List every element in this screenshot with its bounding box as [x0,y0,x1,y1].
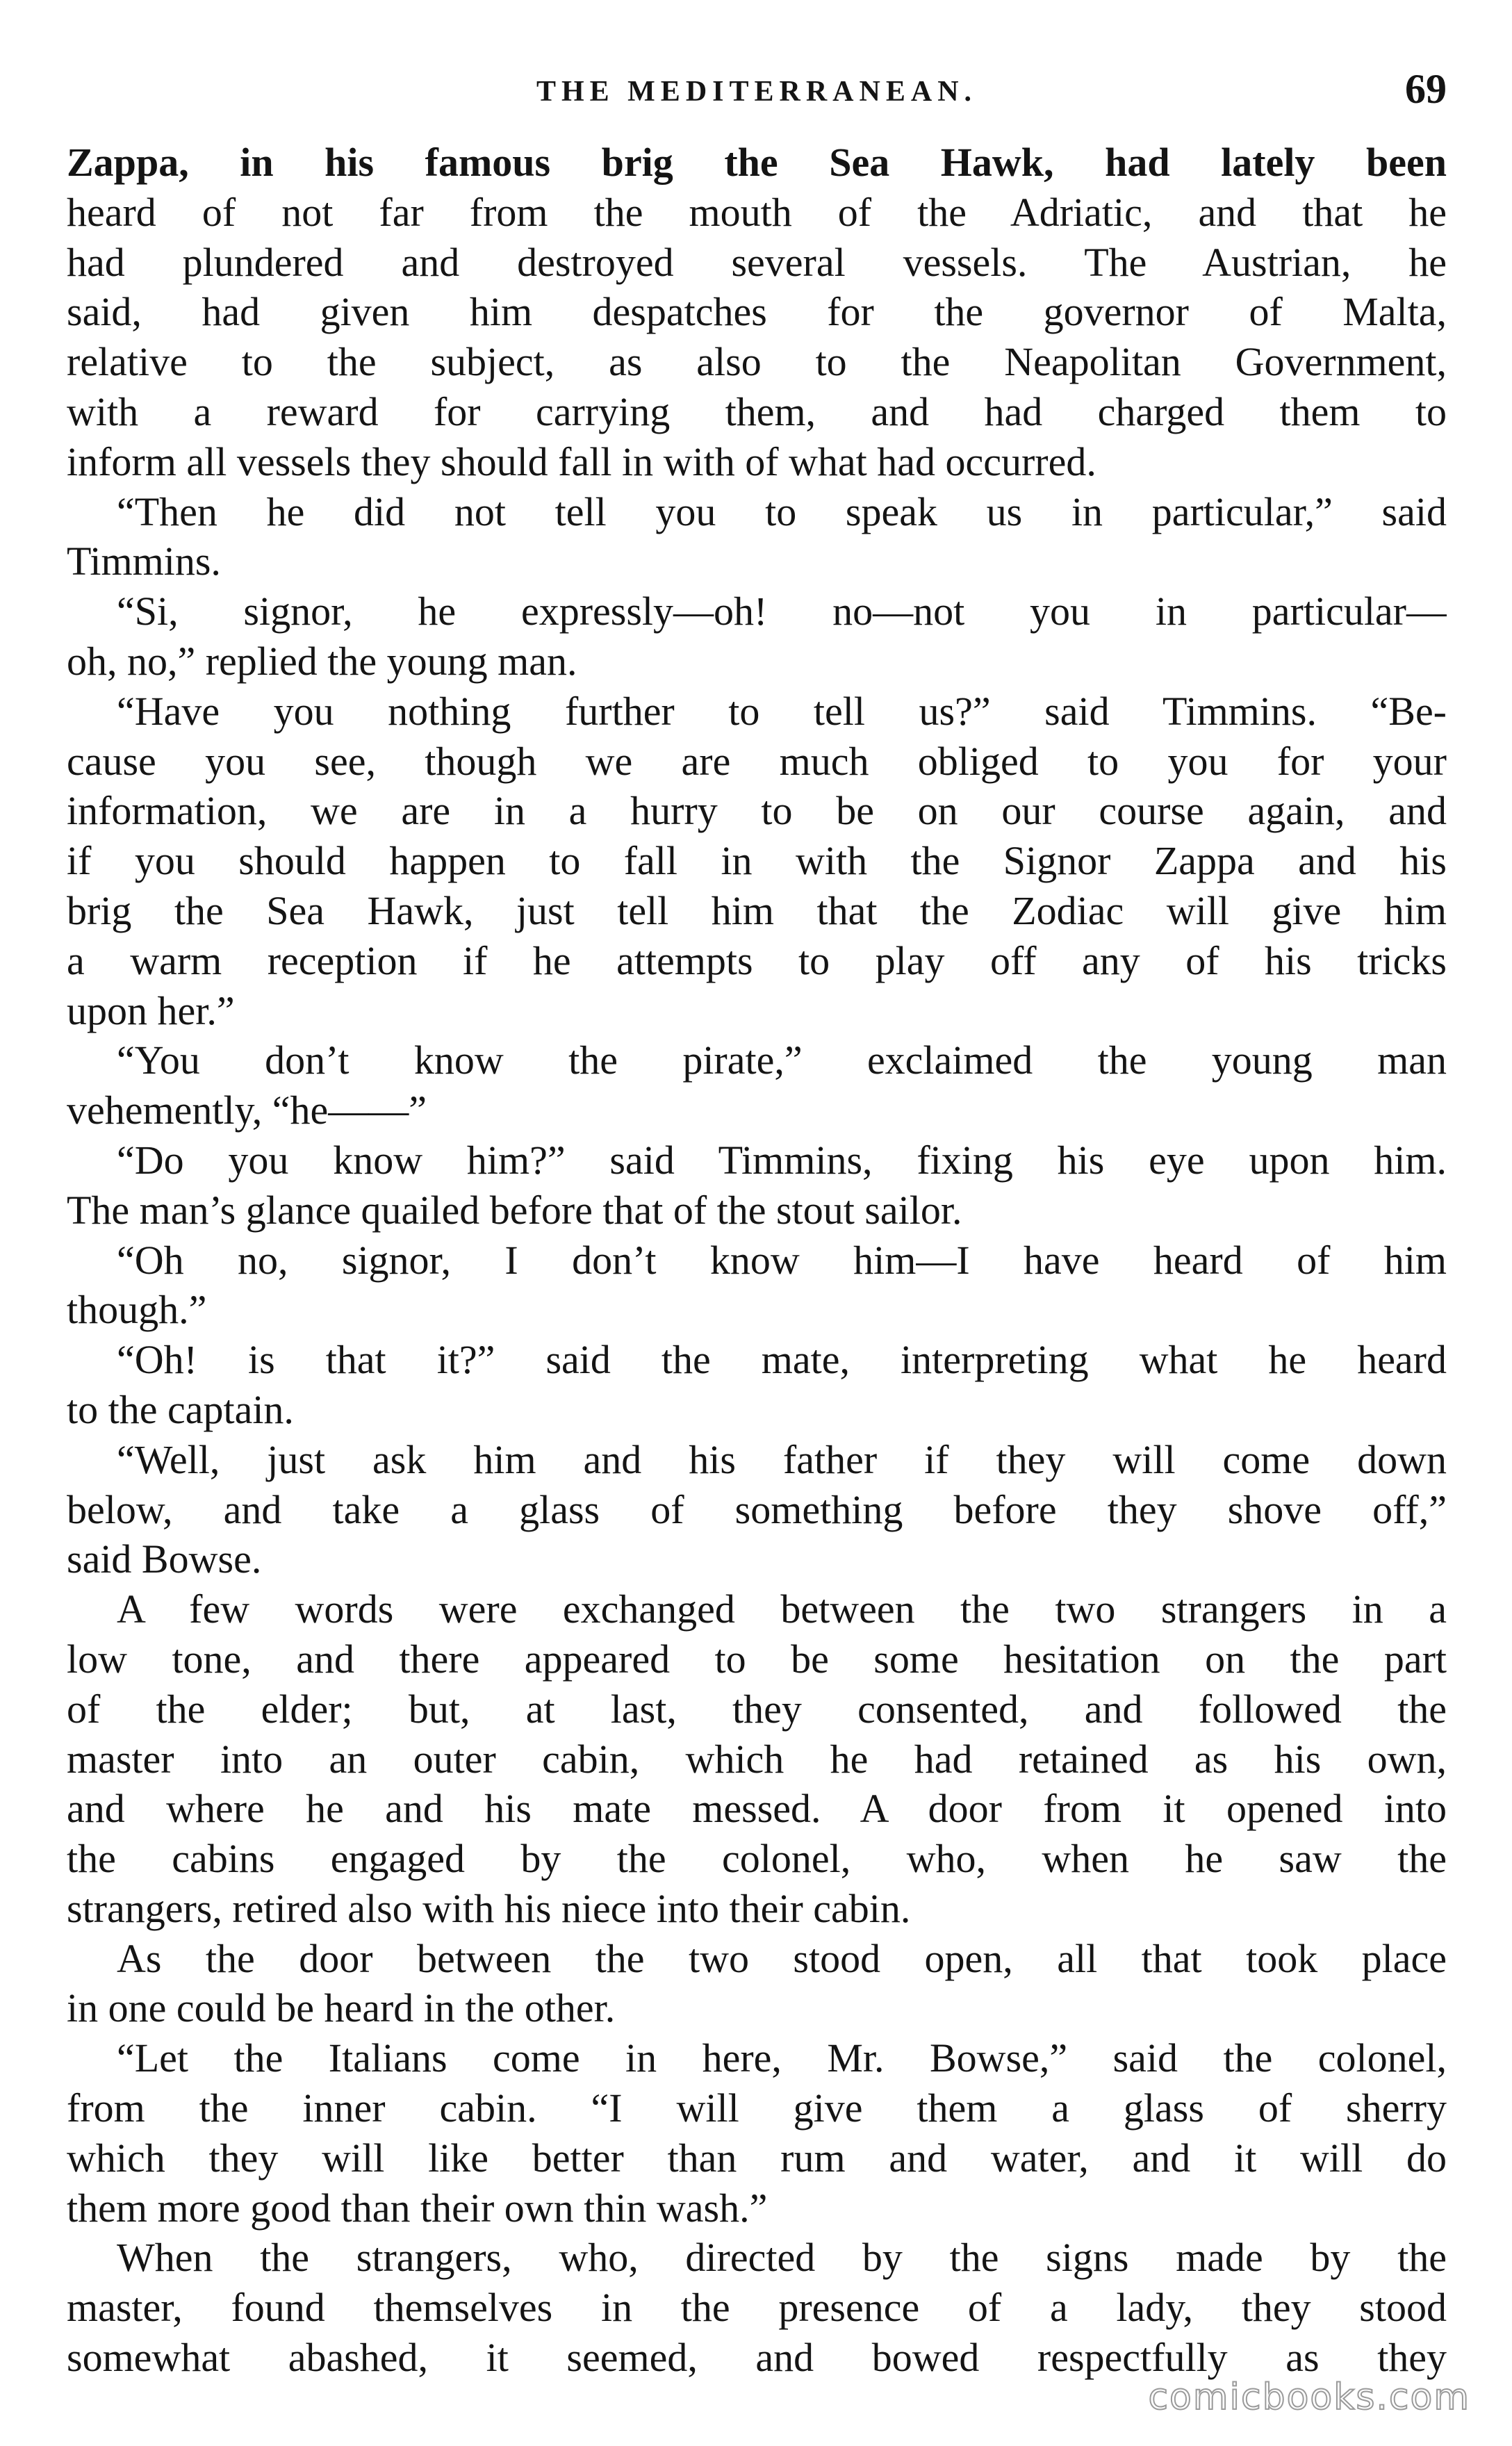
text-line: from the inner cabin. “I will give them a glass of sherry [67,2085,1447,2131]
watermark: comicbooks.com [1148,2377,1470,2418]
text-line: “Let the Italians come in here, Mr. Bowse,” said the colonel, [117,2035,1447,2081]
text-line: “Oh! is that it?” said the mate, interpreting what he heard [117,1337,1447,1383]
text-line: oh, no,” replied the young man. [67,638,577,684]
text-line: and where he and his mate messed. A door from it opened into [67,1786,1447,1832]
text-line: upon her.” [67,987,235,1033]
text-line: master, found themselves in the presence of a lady, they stood [67,2285,1447,2331]
text-line: had plundered and destroyed several vessels. The Austrian, he [67,239,1447,285]
text-line: the cabins engaged by the colonel, who, when he saw the [67,1836,1447,1882]
text-line: Timmins. [67,539,221,584]
text-line: cause you see, though we are much obliged to you for your [67,738,1447,784]
body-text [67,138,1447,2383]
text-line: heard of not far from the mouth of the Adriatic, and that he [67,189,1447,235]
text-line: “Si, signor, he expressly—oh! no—not you in particular— [117,589,1447,634]
text-line: “Then he did not tell you to speak us in particular,” said [117,489,1447,534]
text-line: “You don’t know the pirate,” exclaimed the young man [117,1037,1447,1083]
text-line: them more good than their own thin wash.” [67,2185,768,2231]
text-line: “Oh no, signor, I don’t know him—I have heard of him [117,1237,1447,1283]
text-line: The man’s glance quailed before that of the stout sailor. [67,1187,962,1233]
running-head [67,68,1447,124]
text-line: below, and take a glass of something before they shove off,” [67,1486,1447,1532]
text-line: to the captain. [67,1386,294,1432]
text-line: A few words were exchanged between the two strangers in a [117,1586,1447,1632]
text-line: When the strangers, who, directed by the signs made by the [117,2235,1447,2281]
text-line: “Have you nothing further to tell us?” said Timmins. “Be- [117,688,1447,734]
text-line: As the door between the two stood open, all that took place [117,1935,1447,1981]
text-line: said, had given him despatches for the governor of Malta, [67,289,1447,335]
text-line: Zappa, in his famous brig the Sea Hawk, had lately been [67,140,1447,185]
text-line: which they will like better than rum and water, and it will do [67,2135,1447,2181]
text-line: said Bowse. [67,1536,262,1582]
text-line: vehemently, “he——” [67,1087,427,1133]
text-line: low tone, and there appeared to be some hesitation on the part [67,1636,1447,1682]
text-line: information, we are in a hurry to be on our course again, and [67,788,1447,834]
text-line: brig the Sea Hawk, just tell him that the Zodiac will give him [67,887,1447,933]
text-line: of the elder; but, at last, they consented, and followed the [67,1686,1447,1732]
page-number: 69 [1405,66,1447,112]
text-line: relative to the subject, as also to the Neapolitan Government, [67,339,1447,385]
text-line: with a reward for carrying them, and had charged them to [67,388,1447,434]
text-line: master into an outer cabin, which he had retained as his own, [67,1736,1447,1782]
running-title: THE MEDITERRANEAN. [536,76,978,108]
text-line: though.” [67,1287,207,1333]
text-line: a warm reception if he attempts to play off any of his tricks [67,937,1447,983]
text-line: in one could be heard in the other. [67,1985,616,2031]
text-line: strangers, retired also with his niece into their cabin. [67,1885,911,1931]
text-line: “Do you know him?” said Timmins, fixing his eye upon him. [117,1137,1447,1183]
text-line: somewhat abashed, it seemed, and bowed respectfully as they [67,2335,1447,2381]
text-line: “Well, just ask him and his father if they will come down [117,1436,1447,1482]
text-line: if you should happen to fall in with the Signor Zappa and his [67,838,1447,884]
text-line: inform all vessels they should fall in with of what had occurred. [67,438,1096,484]
